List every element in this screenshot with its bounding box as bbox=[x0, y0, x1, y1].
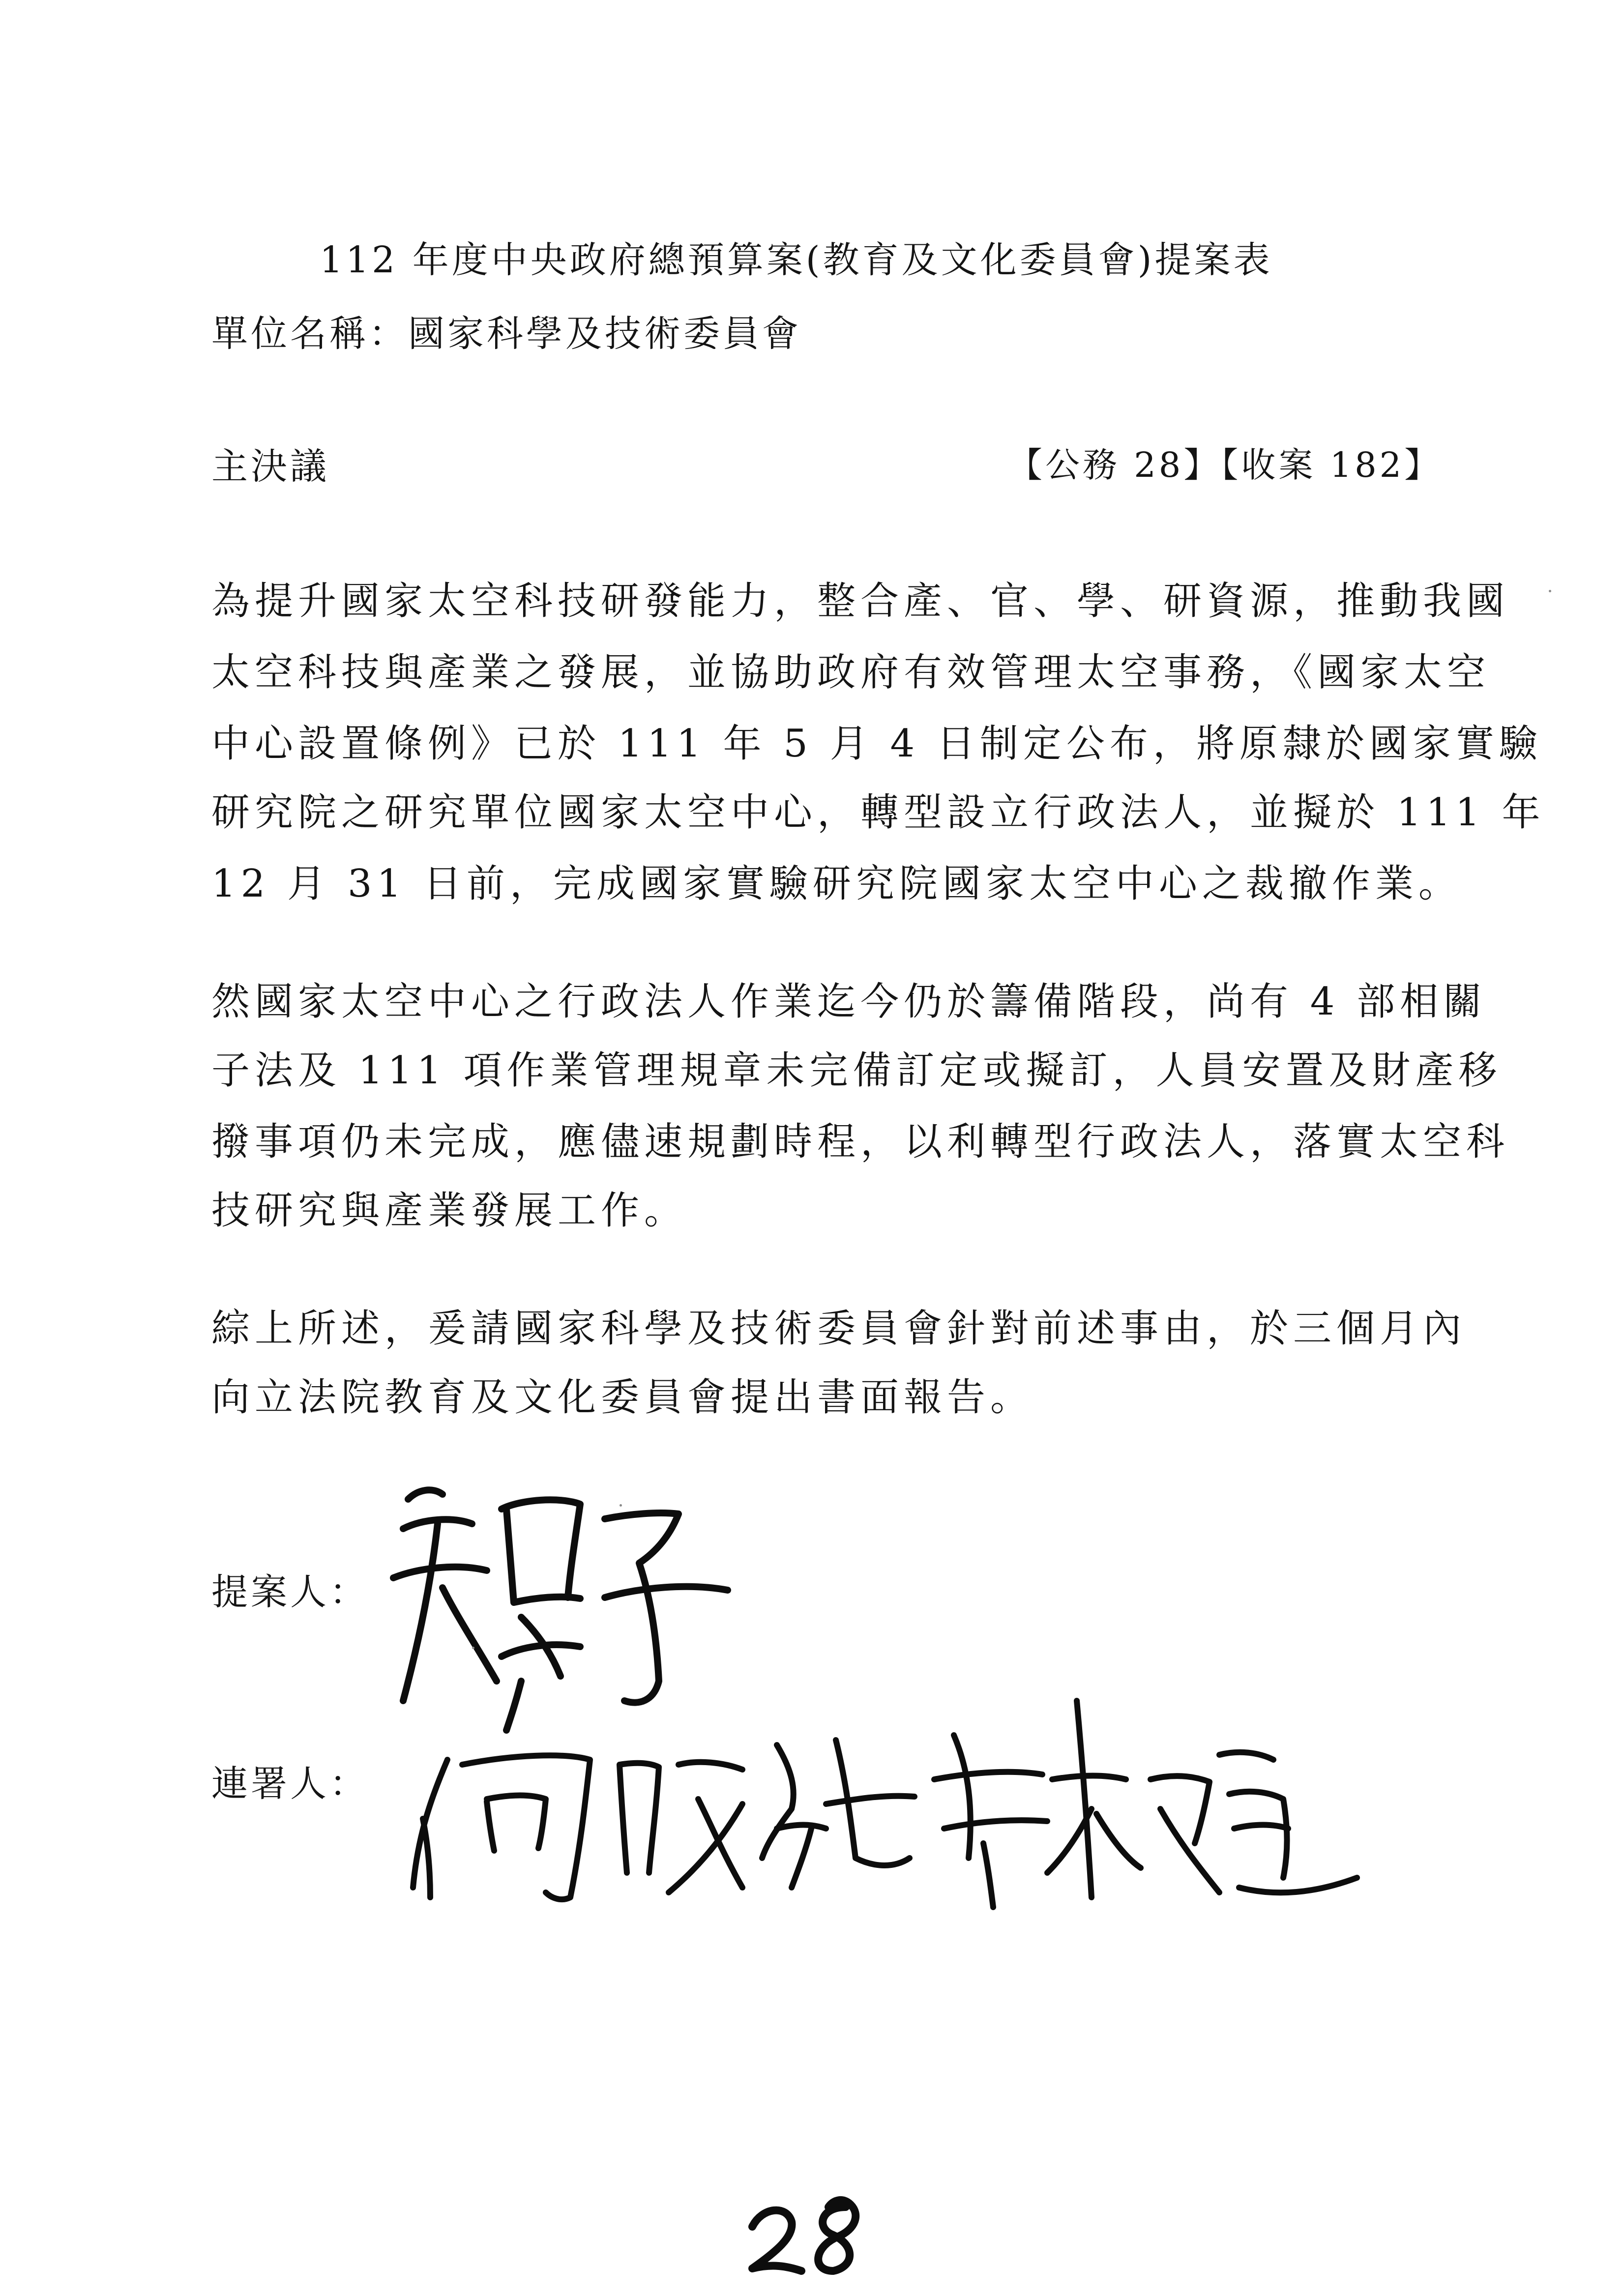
paragraph-2-line-1: 然國家太空中心之行政法人作業迄今仍於籌備階段，尚有 4 部相關 bbox=[211, 980, 1487, 1024]
proposer-label: 提案人： bbox=[211, 1571, 369, 1613]
unit-name: 單位名稱：國家科學及技術委員會 bbox=[211, 313, 801, 355]
paragraph-1-line-5: 12 月 31 日前，完成國家實驗研究院國家太空中心之裁撤作業。 bbox=[211, 862, 1462, 906]
case-number: 【公務 28】【收案 182】 bbox=[1008, 445, 1442, 485]
paragraph-3-line-1: 綜上所述，爰請國家科學及技術委員會針對前述事由，於三個月內 bbox=[211, 1307, 1467, 1351]
paragraph-1-line-2: 太空科技與產業之發展，並協助政府有效管理太空事務，《國家太空 bbox=[211, 650, 1491, 695]
paragraph-1-line-1: 為提升國家太空科技研發能力，整合產、官、學、研資源，推動我國 bbox=[211, 579, 1510, 623]
scan-speckle bbox=[620, 1504, 622, 1507]
paragraph-2-line-3: 撥事項仍未完成，應儘速規劃時程，以利轉型行政法人，落實太空科 bbox=[211, 1120, 1510, 1164]
cosigner-signatures bbox=[403, 1681, 1387, 1927]
scan-speckle bbox=[472, 1647, 474, 1649]
paragraph-1-line-4: 研究院之研究單位國家太空中心，轉型設立行政法人，並擬於 111 年 bbox=[211, 790, 1545, 835]
paragraph-2-line-4: 技研究與產業發展工作。 bbox=[211, 1189, 688, 1233]
handwritten-page-number bbox=[733, 2187, 880, 2286]
paragraph-2-line-2: 子法及 111 項作業管理規章未完備訂定或擬訂，人員安置及財產移 bbox=[211, 1048, 1502, 1093]
resolution-label: 主決議 bbox=[211, 445, 329, 488]
document-title: 112 年度中央政府總預算案(教育及文化委員會)提案表 bbox=[320, 239, 1273, 281]
scan-speckle bbox=[1549, 590, 1551, 592]
cosigner-label: 連署人： bbox=[211, 1763, 369, 1805]
paragraph-1-line-3: 中心設置條例》已於 111 年 5 月 4 日制定公布，將原隸於國家實驗 bbox=[211, 722, 1542, 766]
paragraph-3-line-2: 向立法院教育及文化委員會提出書面報告。 bbox=[211, 1375, 1034, 1420]
